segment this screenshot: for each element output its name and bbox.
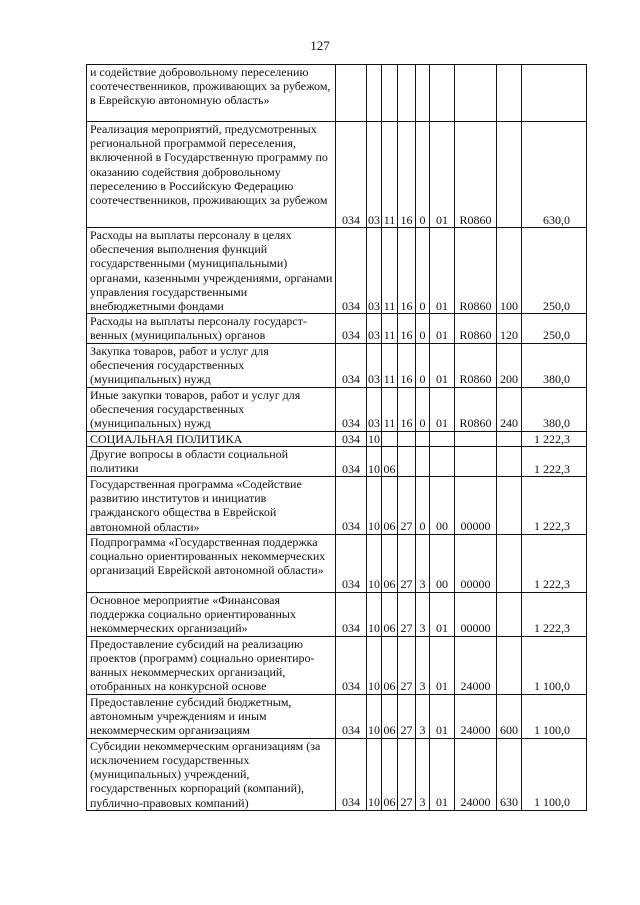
amount: 1 222,3: [522, 431, 587, 446]
event-code: 01: [430, 636, 455, 694]
row-description: и содействие добровольному переселению соотечественников, проживающих за рубежом, в Еврейскую автономную область»: [87, 65, 336, 122]
expense-type-code: 200: [497, 343, 522, 387]
ministry-code: [336, 65, 367, 122]
section-code: 10: [367, 738, 382, 810]
amount: 250,0: [522, 314, 587, 343]
ministry-code: 034: [336, 694, 367, 738]
table-row: [87, 65, 587, 122]
expense-type-code: 120: [497, 314, 522, 343]
table-row: [87, 446, 587, 476]
direction-code: 00000: [455, 592, 497, 636]
program-code: 27: [398, 592, 416, 636]
section-code: 10: [367, 476, 382, 534]
budget-table-body: [87, 65, 587, 811]
event-code: 01: [430, 738, 455, 810]
program-code: 27: [398, 534, 416, 592]
subprogram-code: 0: [416, 476, 430, 534]
ministry-code: 034: [336, 534, 367, 592]
ministry-code: 034: [336, 636, 367, 694]
ministry-code: 034: [336, 122, 367, 228]
amount: [522, 65, 587, 122]
program-code: 27: [398, 636, 416, 694]
expense-type-code: [497, 431, 522, 446]
row-description: Реализация мероприятий, предусмотренных региональной программой переселения, включенной в Государственную программу по оказанию содействия добровольному переселению в Российскую Федерацию соотечественников, проживающих за рубежом: [87, 122, 336, 228]
amount: 250,0: [522, 228, 587, 314]
row-description: Расходы на выплаты персоналу в целях обеспечения выполнения функций государственными (муниципальными) органами, казенными учреждениями, органами управления государственными внебюджетными фондами: [87, 228, 336, 314]
expense-type-code: [497, 592, 522, 636]
row-description: Закупка товаров, работ и услуг для обеспечения государственных (муниципальных) нужд: [87, 343, 336, 387]
row-description: СОЦИАЛЬНАЯ ПОЛИТИКА: [87, 431, 336, 446]
amount: 1 222,3: [522, 592, 587, 636]
row-description: Расходы на выплаты персоналу государственных (муниципальных) органов: [87, 314, 336, 343]
subprogram-code: 3: [416, 636, 430, 694]
ministry-code: 034: [336, 387, 367, 431]
row-description: Предоставление субсидий на реализацию проектов (программ) социально ориентированных некоммерческих организаций, отобранных на конкурсной основе: [87, 636, 336, 694]
subprogram-code: [416, 65, 430, 122]
subprogram-code: 3: [416, 534, 430, 592]
subsection-code: 06: [382, 534, 398, 592]
section-code: 03: [367, 314, 382, 343]
table-row: [87, 343, 587, 387]
expense-type-code: 600: [497, 694, 522, 738]
program-code: [398, 431, 416, 446]
program-code: 16: [398, 387, 416, 431]
subsection-code: 06: [382, 446, 398, 476]
subprogram-code: 0: [416, 314, 430, 343]
row-description: Государственная программа «Содействие развитию институтов и инициатив гражданского общества в Еврейской автономной области»: [87, 476, 336, 534]
event-code: [430, 65, 455, 122]
event-code: [430, 431, 455, 446]
section-code: 10: [367, 694, 382, 738]
program-code: [398, 65, 416, 122]
ministry-code: 034: [336, 738, 367, 810]
program-code: 27: [398, 476, 416, 534]
subsection-code: 11: [382, 343, 398, 387]
direction-code: R0860: [455, 387, 497, 431]
subsection-code: 06: [382, 636, 398, 694]
amount: 1 222,3: [522, 476, 587, 534]
expense-type-code: [497, 476, 522, 534]
table-row: [87, 738, 587, 810]
subprogram-code: 0: [416, 387, 430, 431]
table-row: [87, 387, 587, 431]
direction-code: R0860: [455, 343, 497, 387]
amount: 1 222,3: [522, 534, 587, 592]
section-code: 03: [367, 122, 382, 228]
ministry-code: 034: [336, 343, 367, 387]
subprogram-code: 0: [416, 343, 430, 387]
subsection-code: [382, 65, 398, 122]
subprogram-code: 0: [416, 228, 430, 314]
subprogram-code: [416, 431, 430, 446]
row-description: Иные закупки товаров, работ и услуг для обеспечения государственных (муниципальных) нужд: [87, 387, 336, 431]
subprogram-code: 3: [416, 738, 430, 810]
subsection-code: 11: [382, 122, 398, 228]
table-row: [87, 636, 587, 694]
program-code: 27: [398, 694, 416, 738]
section-code: 10: [368, 431, 380, 446]
program-code: [398, 446, 416, 476]
event-code: 00: [430, 476, 455, 534]
subprogram-code: 3: [416, 694, 430, 738]
program-code: 16: [398, 343, 416, 387]
amount: 1 222,3: [522, 446, 587, 476]
direction-code: 00000: [455, 534, 497, 592]
direction-code: R0860: [455, 122, 497, 228]
ministry-code: 034: [336, 228, 367, 314]
subsection-code: 06: [382, 592, 398, 636]
event-code: 01: [430, 314, 455, 343]
table-row: [87, 476, 587, 534]
subprogram-code: 0: [416, 122, 430, 228]
expense-type-code: 100: [497, 228, 522, 314]
subprogram-code: [416, 446, 430, 476]
expense-type-code: [497, 636, 522, 694]
ministry-code: 034: [336, 431, 367, 446]
direction-code: 24000: [455, 738, 497, 810]
subsection-code: 06: [382, 476, 398, 534]
budget-table: [86, 64, 587, 811]
direction-code: R0860: [455, 228, 497, 314]
ministry-code: 034: [336, 476, 367, 534]
direction-code: [455, 65, 497, 122]
direction-code: 24000: [455, 694, 497, 738]
event-code: 01: [430, 228, 455, 314]
table-row: [87, 122, 587, 228]
section-code: 10: [367, 446, 382, 476]
amount: 380,0: [522, 343, 587, 387]
table-row: [87, 431, 587, 446]
section-code: 03: [367, 343, 382, 387]
direction-code: 00000: [455, 476, 497, 534]
section-code: 03: [367, 228, 382, 314]
subsection-code: 11: [382, 228, 398, 314]
program-code: 27: [398, 738, 416, 810]
row-description: Подпрограмма «Государственная поддержка социально ориентированных некоммерческих организаций Еврейской автономной области»: [87, 534, 336, 592]
event-code: 01: [430, 343, 455, 387]
amount: 1 100,0: [522, 636, 587, 694]
table-row: [87, 534, 587, 592]
section-code: [367, 65, 382, 122]
direction-code: [455, 431, 497, 446]
expense-type-code: [497, 122, 522, 228]
ministry-code: 034: [336, 592, 367, 636]
event-code: 01: [430, 592, 455, 636]
subsection-code: [382, 431, 398, 446]
ministry-code: 034: [336, 446, 367, 476]
program-code: 16: [398, 122, 416, 228]
expense-type-code: [497, 446, 522, 476]
direction-code: R0860: [455, 314, 497, 343]
page-number: 127: [310, 38, 330, 53]
program-code: 16: [398, 314, 416, 343]
subprogram-code: 3: [416, 592, 430, 636]
program-code: 16: [398, 228, 416, 314]
amount: 1 100,0: [522, 694, 587, 738]
section-code: 10: [367, 534, 382, 592]
expense-type-code: [497, 534, 522, 592]
amount: 1 100,0: [522, 738, 587, 810]
subsection-code: 11: [382, 314, 398, 343]
direction-code: 24000: [455, 636, 497, 694]
amount: 630,0: [522, 122, 587, 228]
row-description: Предоставление субсидий бюджетным, автономным учреждениям и иным некоммерческим организациям: [87, 694, 336, 738]
expense-type-code: 630: [497, 738, 522, 810]
direction-code: [455, 446, 497, 476]
section-code: 03: [367, 387, 382, 431]
amount: 380,0: [522, 387, 587, 431]
event-code: [430, 446, 455, 476]
section-code: 10: [367, 636, 382, 694]
subsection-code: 06: [382, 694, 398, 738]
row-description: Субсидии некоммерческим организациям (за исключением государственных (муниципальных) учреждений, государственных корпораций (компаний), публично-правовых компаний): [87, 738, 336, 810]
row-description: Основное мероприятие «Финансовая поддержка социально ориентированных некоммерческих организаций»: [87, 592, 336, 636]
subsection-code: 11: [382, 387, 398, 431]
row-description: Другие вопросы в области социальной политики: [87, 446, 336, 476]
ministry-code: 034: [336, 314, 367, 343]
subsection-code: 06: [382, 738, 398, 810]
table-row: [87, 228, 587, 314]
event-code: 01: [430, 387, 455, 431]
table-row: [87, 592, 587, 636]
section-code: 10: [367, 592, 382, 636]
event-code: 01: [430, 122, 455, 228]
expense-type-code: [497, 65, 522, 122]
table-row: [87, 314, 587, 343]
expense-type-code: 240: [497, 387, 522, 431]
table-row: [87, 694, 587, 738]
event-code: 01: [430, 694, 455, 738]
event-code: 00: [430, 534, 455, 592]
